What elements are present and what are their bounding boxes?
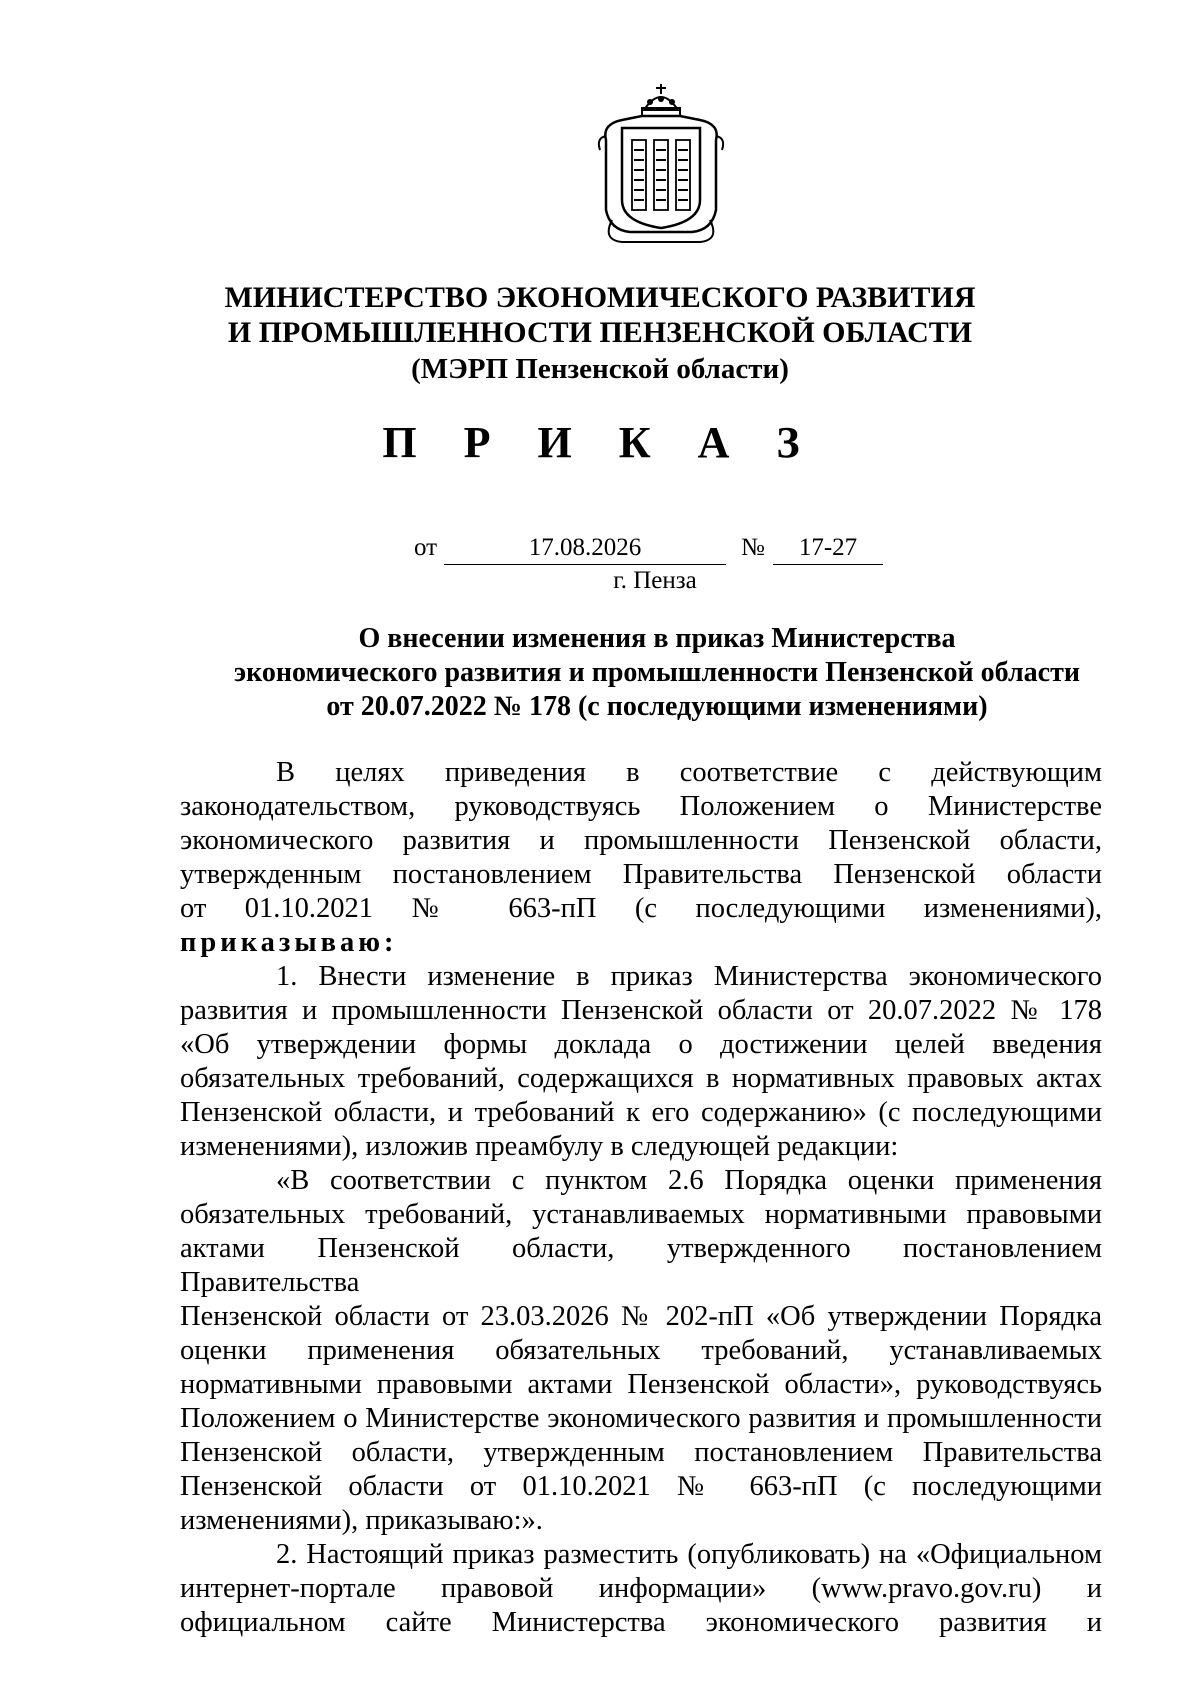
body-line: 2. Настоящий приказ разместить (опубликовать) на «Официальном xyxy=(276,1539,1102,1570)
document-date: 17.08.2026 xyxy=(444,533,726,565)
body-line: Положением о Министерстве экономического развития и промышленности xyxy=(180,1403,1102,1434)
body-line: «Об утверждении формы доклада о достижении целей введения xyxy=(180,1029,1102,1060)
body-line: обязательных требований, устанавливаемых нормативными правовыми xyxy=(180,1199,1102,1230)
body-line: изменениями), изложив преамбулу в следующей редакции: xyxy=(180,1131,899,1162)
document-type-title: П Р И К А З xyxy=(382,418,818,467)
order-title-line1: О внесении изменения в приказ Министерства xyxy=(358,623,956,654)
document-number: 17-27 xyxy=(773,533,883,565)
body-line: «В соответствии с пунктом 2.6 Порядка оценки применения xyxy=(276,1165,1102,1196)
order-title-line2: экономического развития и промышленности Пензенской области xyxy=(234,657,1080,688)
document-city: г. Пенза xyxy=(613,567,697,594)
order-title-line3: от 20.07.2022 № 178 (с последующими изменениями) xyxy=(326,691,988,722)
body-line: интернет-портале правовой информации» (www.pravo.gov.ru) и xyxy=(180,1573,1102,1604)
coat-of-arms-icon xyxy=(592,80,730,250)
body-line: нормативными правовыми актами Пензенской области», руководствуясь xyxy=(180,1369,1102,1400)
document-body xyxy=(180,756,1102,1640)
ministry-name-line1: МИНИСТЕРСТВО ЭКОНОМИЧЕСКОГО РАЗВИТИЯ xyxy=(224,281,976,314)
body-line: Пензенской области, утвержденным постановлением Правительства xyxy=(180,1437,1102,1468)
body-line: утвержденным постановлением Правительства Пензенской области xyxy=(180,859,1102,890)
order-word-line xyxy=(180,926,1102,960)
body-line: изменениями), приказываю:». xyxy=(180,1505,543,1536)
body-line: развития и промышленности Пензенской области от 20.07.2022 № 178 xyxy=(180,995,1102,1026)
body-line: официальном сайте Министерства экономического развития и xyxy=(180,1607,1102,1638)
body-line: 1. Внести изменение в приказ Министерства экономического xyxy=(276,961,1102,992)
ministry-abbreviation: (МЭРП Пензенской области) xyxy=(411,353,789,385)
body-line: Пензенской области от 23.03.2026 № 202-пП «Об утверждении Порядка xyxy=(180,1301,1102,1332)
ministry-name-line2: И ПРОМЫШЛЕННОСТИ ПЕНЗЕНСКОЙ ОБЛАСТИ xyxy=(227,316,973,349)
body-line: законодательством, руководствуясь Положением о Министерстве xyxy=(180,791,1102,822)
date-prefix: от xyxy=(414,534,438,561)
order-word: приказываю: xyxy=(180,927,398,958)
body-line: Пензенской области, и требований к его содержанию» (с последующими xyxy=(180,1097,1102,1128)
number-sign: № xyxy=(741,534,765,561)
body-line: актами Пензенской области, утвержденного постановлением Правительства xyxy=(180,1233,1102,1298)
body-line: Пензенской области от 01.10.2021 № 663-пП (с последующими xyxy=(180,1471,1102,1502)
body-line: от 01.10.2021 № 663-пП (с последующими изменениями), xyxy=(180,893,1102,924)
body-line: оценки применения обязательных требований, устанавливаемых xyxy=(180,1335,1102,1366)
body-line: обязательных требований, содержащихся в нормативных правовых актах xyxy=(180,1063,1102,1094)
coat-of-arms-emblem xyxy=(592,80,730,250)
body-line: экономического развития и промышленности Пензенской области, xyxy=(180,825,1102,856)
body-line: В целях приведения в соответствие с действующим xyxy=(276,757,1102,788)
